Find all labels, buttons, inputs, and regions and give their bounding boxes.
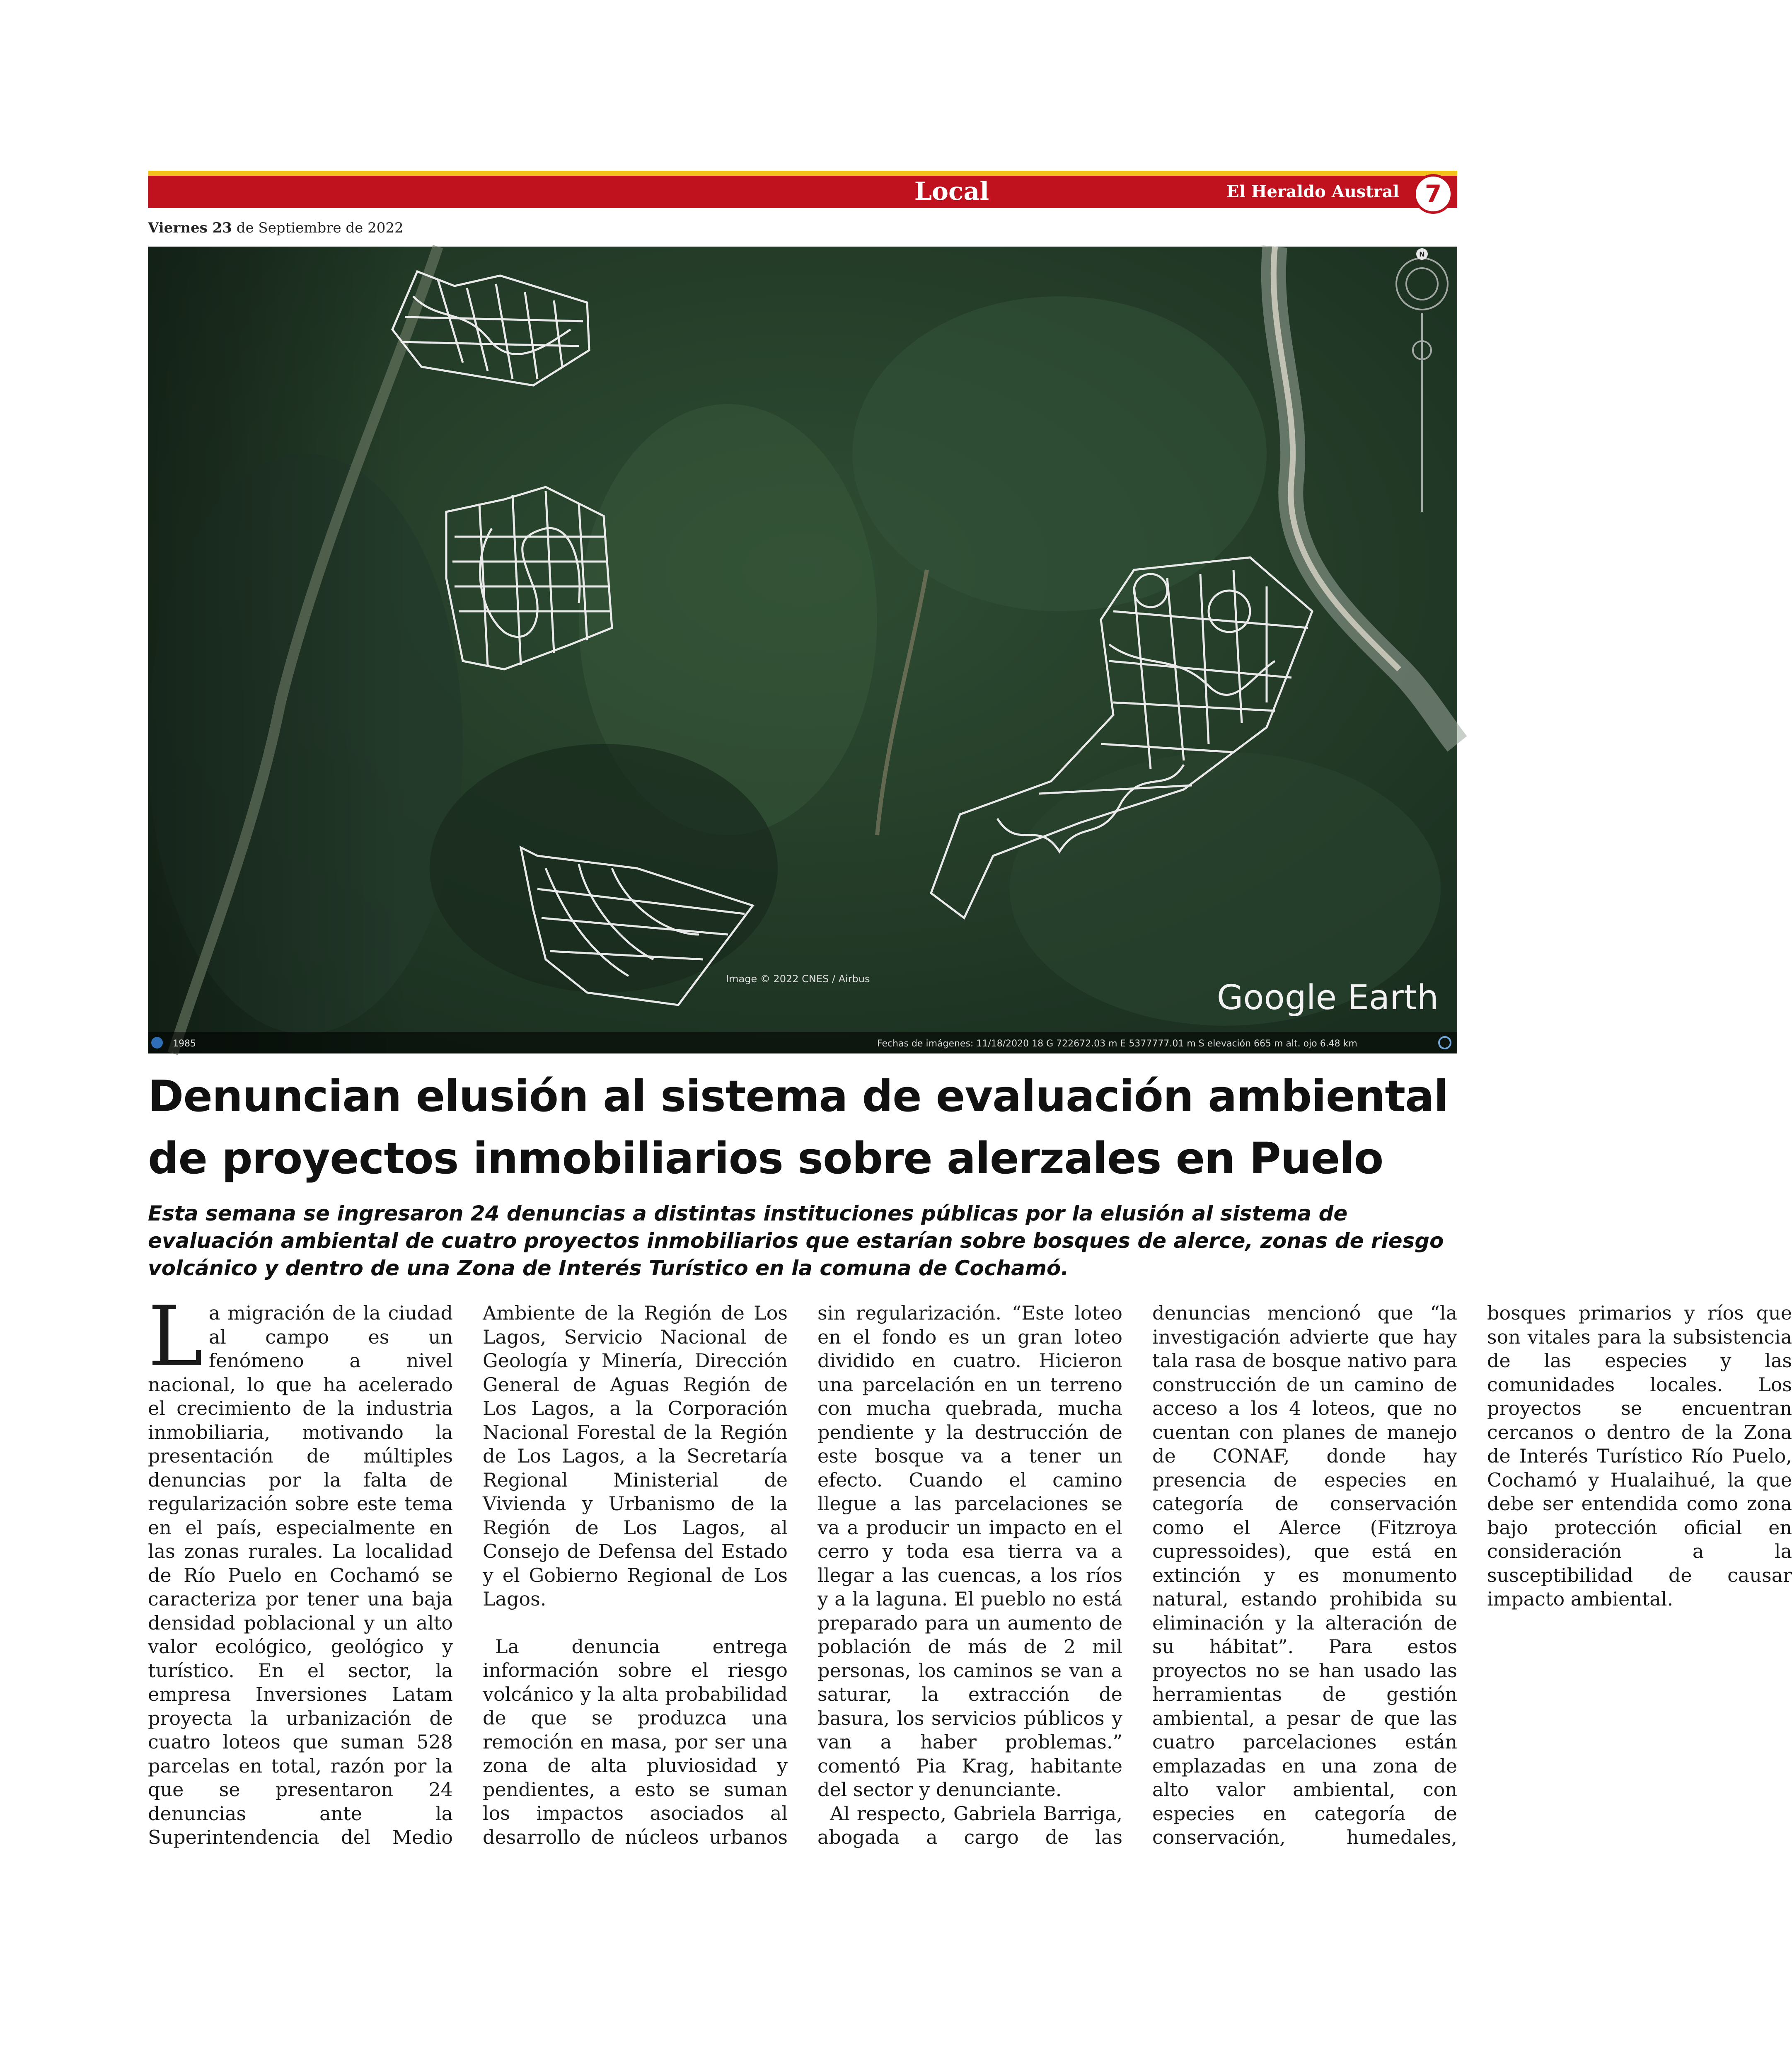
drop-cap: L <box>148 1288 203 1385</box>
google-earth-watermark: Google Earth <box>1216 978 1439 1017</box>
article-body <box>148 1288 1792 1865</box>
image-credit: Image © 2022 CNES / Airbus <box>726 973 870 985</box>
section-label: Local <box>914 177 989 206</box>
paragraph-1-text: a migración de la ciudad al campo es un fenómeno a nivel nacional, lo que ha acelerado el crecimiento de la industria inmobiliaria, motivando la presentación de múltiples denuncias por la falta de regularización sobre este tema en el país, especialmente en las zonas rurales. La localidad de Río Puelo en Cochamó se caracteriza por tener una baja densidad poblacional y un alto valor ecológico, geológico y turístico. En el sector, la empresa Inversiones Latam proyecta la urbanización de cuatro loteos que suman 528 parcelas en total, razón por la que se presentaron 24 denuncias ante la Superintendencia del Medio Ambiente de la Región de Los Lagos, Servicio Nacional de Geología y Minería, Dirección General de Aguas Región de Los Lagos, a la Corporación Nacional Forestal de la Región de Los Lagos, a la Secretaría Regional Ministerial de Vivienda y Urbanismo de la Región de Los Lagos, al Consejo de Defensa del Estado y el Gobierno Regional de Los Lagos. <box>148 1302 788 1848</box>
status-readout: Fechas de imágenes: 11/18/2020 18 G 722672.03 m E 5377777.01 m S elevación 665 m alt. ojo 6.48 km <box>877 1039 1357 1049</box>
publication-date <box>148 220 404 236</box>
paper-name: El Heraldo Austral <box>1226 182 1399 201</box>
compass-label: N <box>1419 250 1425 258</box>
date-rest: de Septiembre de 2022 <box>236 220 404 236</box>
satellite-image <box>148 247 1457 1053</box>
headline-line-2: de proyectos inmobiliarios sobre alerzales en Puelo <box>148 1133 1383 1184</box>
headline-line-1: Denuncian elusión al sistema de evaluación ambiental <box>148 1071 1448 1121</box>
satellite-photo <box>148 247 1457 1053</box>
header-accent-stripe <box>148 171 1457 176</box>
page-number-badge: 7 <box>1413 174 1453 214</box>
history-icon <box>151 1037 163 1049</box>
paragraph-3: Al respecto, Gabriela Barriga, abogada a cargo de las denuncias mencionó que “la investigación advierte que hay tala rasa de bosque nativo para construcción de un camino de acceso a los 4 loteos, que no cuentan con planes de manejo de CONAF, donde hay presencia de especies en categoría de conservación como el Alerce (Fitzroya cupressoides), que está en extinción y es monumento natural, estando prohibida su eliminación y la alteración de su hábitat”. Para estos proyectos no se han usado las herramientas de gestión ambiental, a pesar de que las cuatro parcelaciones están emplazadas en una zona de alto valor ambiental, con especies en categoría de conservación, humedales, bosques primarios y ríos que son vitales para la subsistencia de las especies y las comunidades locales. Los proyectos se encuentran cercanos o dentro de la Zona de Interés Turístico Río Puelo, Cochamó y Hualaihué, la que debe ser entendida como zona bajo protección oficial en consideración a la susceptibilidad de causar impacto ambiental. <box>817 1302 1792 1848</box>
paragraph-2: La denuncia entrega información sobre el riesgo volcánico y la alta probabilidad de que se produzca una remoción en masa, por ser una zona de alta pluviosidad y pendientes, a esto se suman los impactos asociados al desarrollo de núcleos urbanos sin regularización. “Este loteo en el fondo es un gran loteo dividido en cuatro. Hicieron una parcelación en un terreno con mucha quebrada, mucha pendiente y la destrucción de este bosque va a tener un efecto. Cuando el camino llegue a las parcelaciones se va a producir un impacto en el cerro y toda esa tierra va a llegar a las cuencas, a los ríos y a la laguna. El pueblo no está preparado para un aumento de población de más de 2 mil personas, los caminos se van a saturar, la extracción de basura, los servicios públicos y van a haber problemas.” comentó Pia Krag, habitante del sector y denunciante. <box>483 1302 1122 1848</box>
date-day: Viernes 23 <box>148 220 232 236</box>
article-headline <box>148 1065 1457 1189</box>
section-header-bar <box>148 176 1457 208</box>
imagery-year: 1985 <box>173 1039 196 1049</box>
article-lede: Esta semana se ingresaron 24 denuncias a distintas instituciones públicas por la elusión al sistema de evaluación ambiental de cuatro proyectos inmobiliarios que estarían sobre bosques de alerce, zonas de riesgo volcánico y dentro de una Zona de Interés Turístico en la comuna de Cochamó. <box>148 1201 1444 1280</box>
